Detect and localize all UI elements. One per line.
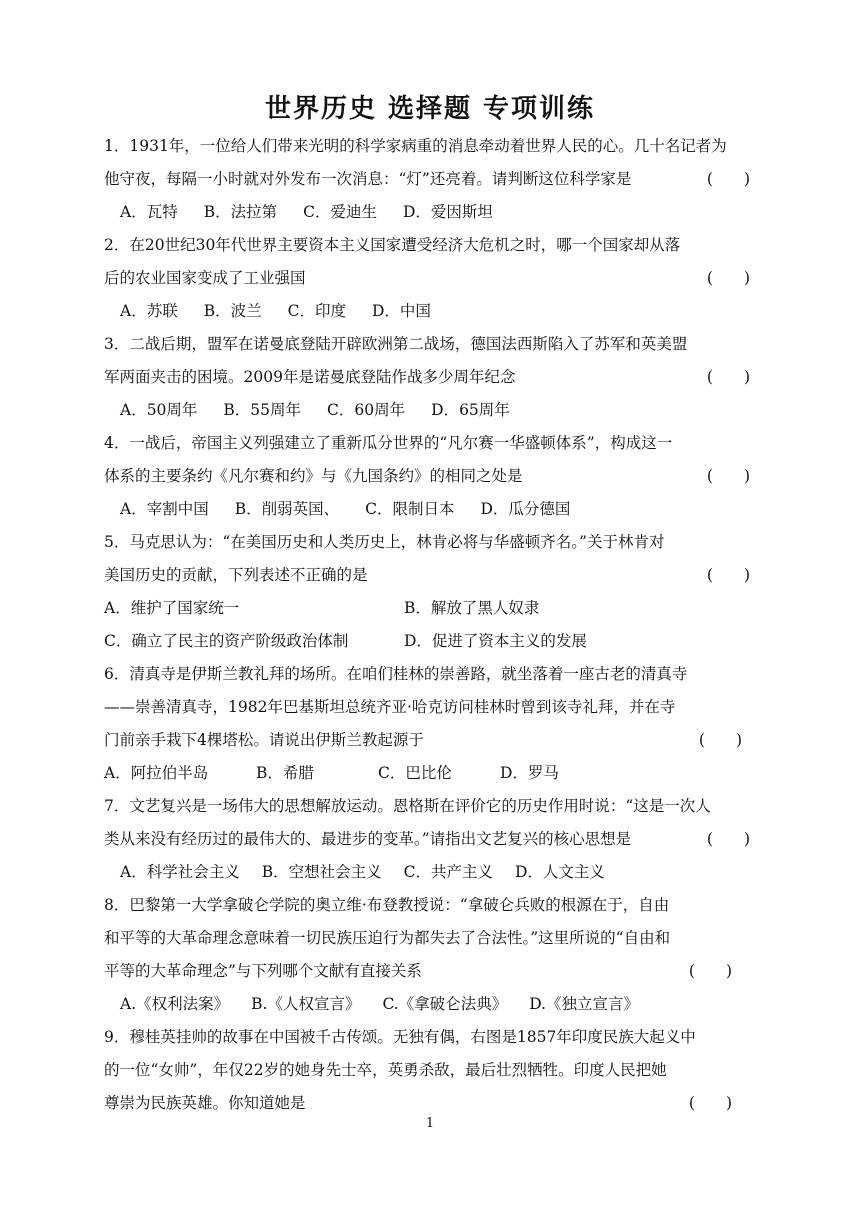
option-a: A．维护了国家统一 [104,599,240,617]
question-9-line-2: 的一位“女帅”，年仅22岁的她身先士卒，英勇杀敌，最后壮烈牺牲。印度人民把她 [104,1061,667,1079]
option-a: A．苏联 [120,302,178,320]
question-8-line-2: 和平等的大革命理念意味着一切民族压迫行为都失去了合法性。”这里所说的“自由和 [104,929,671,947]
option-b: B．解放了黑人奴隶 [404,599,540,617]
question-8-line-1: 8．巴黎第一大学拿破仑学院的奥立维·布登教授说：“拿破仑兵败的根源在于，自由 [104,896,670,914]
answer-blank: ( ) [706,830,750,848]
question-6-options [104,757,756,789]
option-d: D．65周年 [431,401,510,419]
question-8-line-3: 平等的大革命理念”与下列哪个文献有直接关系 ( ) [104,955,756,987]
option-d: D．罗马 [500,764,559,782]
question-3-options [120,394,772,426]
question-4-options [120,493,772,525]
question-3-line-1: 3．二战后期，盟军在诺曼底登陆开辟欧洲第二战场，德国法西斯陷入了苏军和英美盟 [104,335,688,353]
option-c: C．确立了民主的资产阶级政治体制 [104,632,349,650]
option-a: A．瓦特 [120,203,178,221]
option-b: B．空想社会主义 [261,863,382,881]
question-9-line-3: 尊崇为民族英雄。你知道她是 ( ) [104,1087,756,1119]
answer-blank: ( ) [706,368,750,386]
answer-blank: ( ) [688,1094,732,1112]
question-4-line-2: 体系的主要条约《凡尔赛和约》与《九国条约》的相同之处是 ( ) [104,460,756,492]
question-6-line-1: 6．清真寺是伊斯兰教礼拜的场所。在咱们桂林的崇善路，就坐落着一座古老的清真寺 [104,665,688,683]
question-5-line-1: 5．马克思认为：“在美国历史和人类历史上，林肯必将与华盛顿齐名。”关于林肯对 [104,533,665,551]
question-5-options-row-2 [104,625,756,657]
question-4-line-1: 4．一战后，帝国主义列强建立了重新瓜分世界的“凡尔赛一华盛顿体系”，构成这一 [104,434,673,452]
option-c: C．限制日本 [365,500,455,518]
answer-blank: ( ) [706,170,750,188]
question-6-line-2: ——崇善清真寺，1982年巴基斯坦总统齐亚·哈克访问桂林时曾到该寺礼拜，并在寺 [104,698,676,716]
question-1-line-2: 他守夜，每隔一小时就对外发布一次消息：“灯”还亮着。请判断这位科学家是 ( ) [104,163,756,195]
option-c: C.《拿破仑法典》 [382,995,508,1013]
option-b: B．希腊 [256,764,314,782]
answer-blank: ( ) [688,962,732,980]
option-c: C．巴比伦 [378,764,452,782]
option-b: B．削弱英国、 [234,500,340,518]
option-a: A．科学社会主义 [120,863,240,881]
option-c: C．共产主义 [403,863,493,881]
answer-blank: ( ) [706,269,750,287]
option-c: C．印度 [287,302,346,320]
question-9-line-1: 9．穆桂英挂帅的故事在中国被千古传颂。无独有偶，右图是1857年印度民族大起义中 [104,1028,696,1046]
question-3-line-2: 军两面夹击的困境。2009年是诺曼底登陆作战多少周年纪念 ( ) [104,361,756,393]
answer-blank: ( ) [698,731,742,749]
option-b: B．法拉第 [203,203,278,221]
option-c: C．60周年 [327,401,406,419]
option-a: A．宰割中国 [120,500,209,518]
option-b: B．波兰 [203,302,262,320]
question-5-line-2: 美国历史的贡献，下列表述不正确的是 ( ) [104,559,756,591]
option-d: D．瓜分德国 [480,500,571,518]
option-d: D．促进了资本主义的发展 [404,632,587,650]
option-b: B．55周年 [223,401,302,419]
question-2-line-2: 后的农业国家变成了工业强国 ( ) [104,262,756,294]
option-d: D.《独立宣言》 [529,995,640,1013]
option-a: A.《权利法案》 [120,995,230,1013]
question-7-line-1: 7．文艺复兴是一场伟大的思想解放运动。恩格斯在评价它的历史作用时说：“这是一次人 [104,797,711,815]
option-c: C．爱迪生 [303,203,377,221]
question-7-line-2: 类从来没有经历过的最伟大的、最进步的变革。”请指出文艺复兴的核心思想是 ( ) [104,823,756,855]
answer-blank: ( ) [706,566,750,584]
option-b: B.《人权宣言》 [251,995,361,1013]
answer-blank: ( ) [706,467,750,485]
option-d: D．人文主义 [514,863,605,881]
option-a: A．阿拉伯半岛 [104,764,209,782]
page-number: 1 [425,1116,435,1131]
question-7-options [120,856,772,888]
question-2-line-1: 2．在20世纪30年代世界主要资本主义国家遭受经济大危机之时，哪一个国家却从落 [104,236,681,254]
question-1-options [120,196,772,228]
option-d: D．中国 [371,302,431,320]
option-a: A．50周年 [120,401,198,419]
question-1-line-1: 1．1931年，一位给人们带来光明的科学家病重的消息牵动着世界人民的心。几十名记者为 [104,137,727,155]
question-8-options [120,988,772,1020]
question-2-options [120,295,772,327]
option-d: D．爱因斯坦 [402,203,493,221]
document-title: 世界历史 选择题 专项训练 [264,94,596,124]
question-5-options-row-1 [104,592,756,624]
question-6-line-3: 门前亲手栽下4棵塔松。请说出伊斯兰教起源于 ( ) [104,724,756,756]
